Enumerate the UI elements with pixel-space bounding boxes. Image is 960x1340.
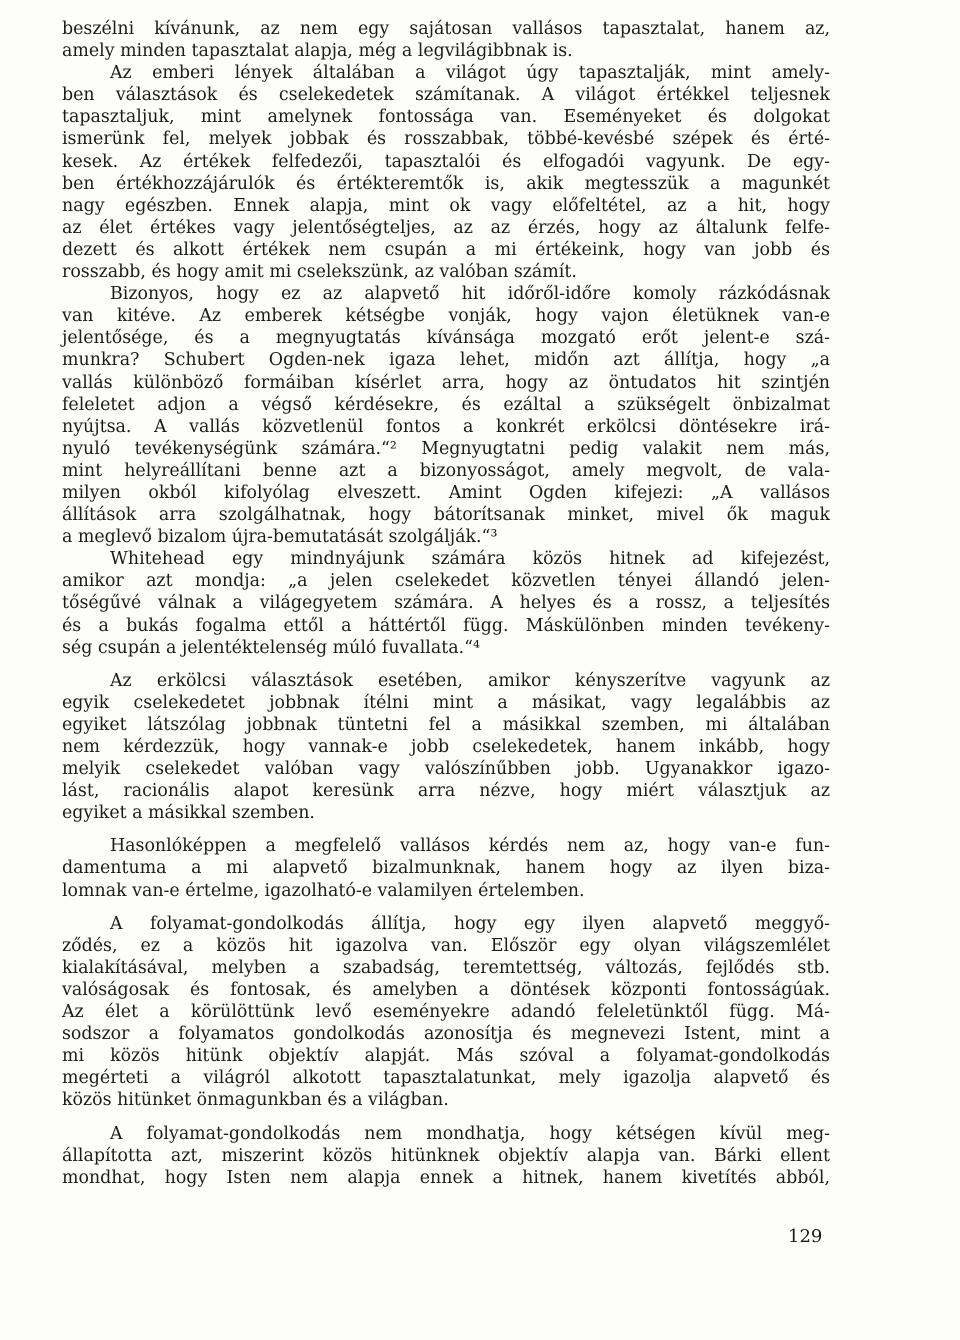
text-line: damentuma a mi alapvető bizalmunknak, hanem hogy az ilyen biza- [62, 858, 830, 879]
text-line: nyújtsa. A vallás közvetlenül fontos a konkrét erkölcsi döntésekre irá- [62, 416, 830, 437]
text-line: közös hitünket önmagunkban és a világban. [62, 1090, 449, 1111]
paragraph-gap [62, 902, 830, 913]
paragraph [62, 548, 830, 658]
text-line: milyen okból kifolyólag elveszett. Amint Ogden kifejezi: „A vallásos [62, 482, 830, 503]
page-number: 129 [788, 1226, 823, 1247]
text-line: nem kérdezzük, hogy vannak-e jobb cselekedetek, hanem inkább, hogy [62, 737, 830, 757]
text-line: ben választások és cselekedetek számítanak. A világot értékkel teljesnek [62, 85, 830, 106]
text-line: egyiket a másikkal szemben. [62, 803, 315, 824]
text-line: amikor azt mondja: „a jelen cselekedet közvetlen tényei állandó jelen- [62, 571, 830, 592]
text-line: egyik cselekedetet jobbnak ítélni mint a másikat, vagy legalábbis az [62, 692, 830, 713]
text-line: kesek. Az értékek felfedezői, tapasztalói és elfogadói vagyunk. De egy- [62, 151, 830, 172]
text-line: kialakításával, melyben a szabadság, teremtettség, változás, fejlődés stb. [62, 957, 830, 978]
text-line: valóságosak és fontosak, és amelyben a döntések központi fontosságúak. [62, 979, 830, 1000]
text-line: munkra? Schubert Ogden-nek igaza lehet, midőn azt állítja, hogy „a [62, 350, 830, 371]
text-line: állítások arra szolgálhatnak, hogy bátorítsanak minket, mivel ők maguk [62, 505, 830, 526]
text-line: amely minden tapasztalat alapja, még a legvilágibbnak is. [62, 41, 573, 62]
paragraph-gap [62, 1112, 830, 1123]
text-line: és a bukás fogalma ettől a háttértől függ. Máskülönben minden tevékeny- [62, 615, 830, 636]
text-line: ben értékhozzájárulók és értékteremtők is, akik megtesszük a magunkét [62, 173, 830, 194]
text-line: Hasonlóképpen a megfelelő vallásos kérdés nem az, hogy van-e fun- [110, 836, 830, 857]
text-line: tőségűvé válnak a világegyetem számára. A helyes és a rossz, a teljesítés [62, 593, 830, 614]
text-line: rosszabb, és hogy amit mi cselekszünk, az valóban számít. [62, 262, 577, 283]
text-line: lomnak van-e értelme, igazolható-e valamilyen értelemben. [62, 880, 585, 901]
text-line: ség csupán a jelentéktelenség múló fuvallata.“⁴ [62, 637, 480, 658]
text-line: az élet értékes vagy jelentőségteljes, az az érzés, hogy az általunk felfe- [62, 217, 830, 238]
text-line: ződés, ez a közös hit igazolva van. Először egy olyan világszemlélet [62, 935, 830, 956]
text-line: tapasztaljuk, mint amelynek fontossága van. Eseményeket és dolgokat [62, 107, 830, 128]
text-line: egyiket látszólag jobbnak tüntetni fel a másikkal szemben, mi általában [62, 714, 830, 735]
text-line: feleletet adjon a végső kérdésekre, és ezáltal a szükségelt önbizalmat [62, 394, 830, 415]
text-line: Az emberi lények általában a világot úgy tapasztalják, mint amely- [110, 63, 830, 84]
text-line: melyik cselekedet valóban vagy valószínűbben jobb. Ugyanakkor igazo- [62, 759, 830, 780]
text-line: megérteti a világról alkotott tapasztalatunkat, mely igazolja alapvető és [62, 1068, 830, 1089]
text-line: Az erkölcsi választások esetében, amikor kényszerítve vagyunk az [110, 670, 830, 691]
text-line: Whitehead egy mindnyájunk számára közös hitnek ad kifejezést, [110, 549, 830, 570]
text-line: Az élet a körülöttünk levő eseményekre adandó feleletünktől függ. Má- [62, 1002, 830, 1023]
paragraph [62, 283, 830, 548]
text-line: Bizonyos, hogy ez az alapvető hit időről-időre komoly rázkódásnak [110, 284, 830, 305]
text-line: mint helyreállítani benne azt a bizonyosságot, amely megvolt, de vala- [62, 460, 830, 481]
text-line: mi közös hitünk objektív alapját. Más szóval a folyamat-gondolkodás [62, 1046, 830, 1067]
paragraph-gap [62, 824, 830, 835]
text-line: mondhat, hogy Isten nem alapja ennek a hitnek, hanem kivetítés abból, [62, 1167, 830, 1188]
text-line: a meglevő bizalom újra-bemutatását szolgálják.“³ [62, 527, 498, 548]
text-line: ismerünk fel, melyek jobbak és rosszabbak, többé-kevésbé szépek és érté- [62, 129, 830, 150]
text-line: nagy egészben. Ennek alapja, mint ok vagy előfeltétel, az a hit, hogy [62, 195, 830, 216]
body-text [62, 18, 830, 1189]
text-line: lást, racionális alapot keresünk arra nézve, hogy miért választjuk az [62, 781, 830, 802]
text-line: A folyamat-gondolkodás állítja, hogy egy ilyen alapvető meggyő- [110, 913, 830, 934]
text-line: jelentősége, és a megnyugtatás kívánsága mozgató erőt jelent-e szá- [62, 328, 830, 349]
text-line: sodszor a folyamatos gondolkodás azonosítja és megnevezi Istent, mint a [62, 1024, 830, 1045]
text-line: A folyamat-gondolkodás nem mondhatja, hogy kétségen kívül meg- [110, 1123, 830, 1144]
paragraph [62, 62, 830, 283]
paragraph [62, 1123, 830, 1189]
paragraph [62, 835, 830, 901]
text-line: van kitéve. Az emberek kétségbe vonják, hogy vajon életüknek van-e [62, 306, 830, 327]
text-line: vallás különböző formáiban kísérlet arra, hogy az öntudatos hit szintjén [62, 372, 830, 393]
text-line: nyuló tevékenységünk számára.“² Megnyugtatni pedig valakit nem más, [62, 438, 830, 459]
text-line: beszélni kívánunk, az nem egy sajátosan vallásos tapasztalat, hanem az, [62, 19, 830, 39]
paragraph [62, 18, 830, 62]
text-line: dezett és alkott értékek nem csupán a mi értékeink, hogy van jobb és [62, 239, 830, 260]
paragraph [62, 913, 830, 1112]
paragraph-gap [62, 659, 830, 670]
paragraph [62, 670, 830, 825]
text-line: állapította azt, miszerint közös hitünknek objektív alapja van. Bárki ellent [62, 1145, 830, 1166]
